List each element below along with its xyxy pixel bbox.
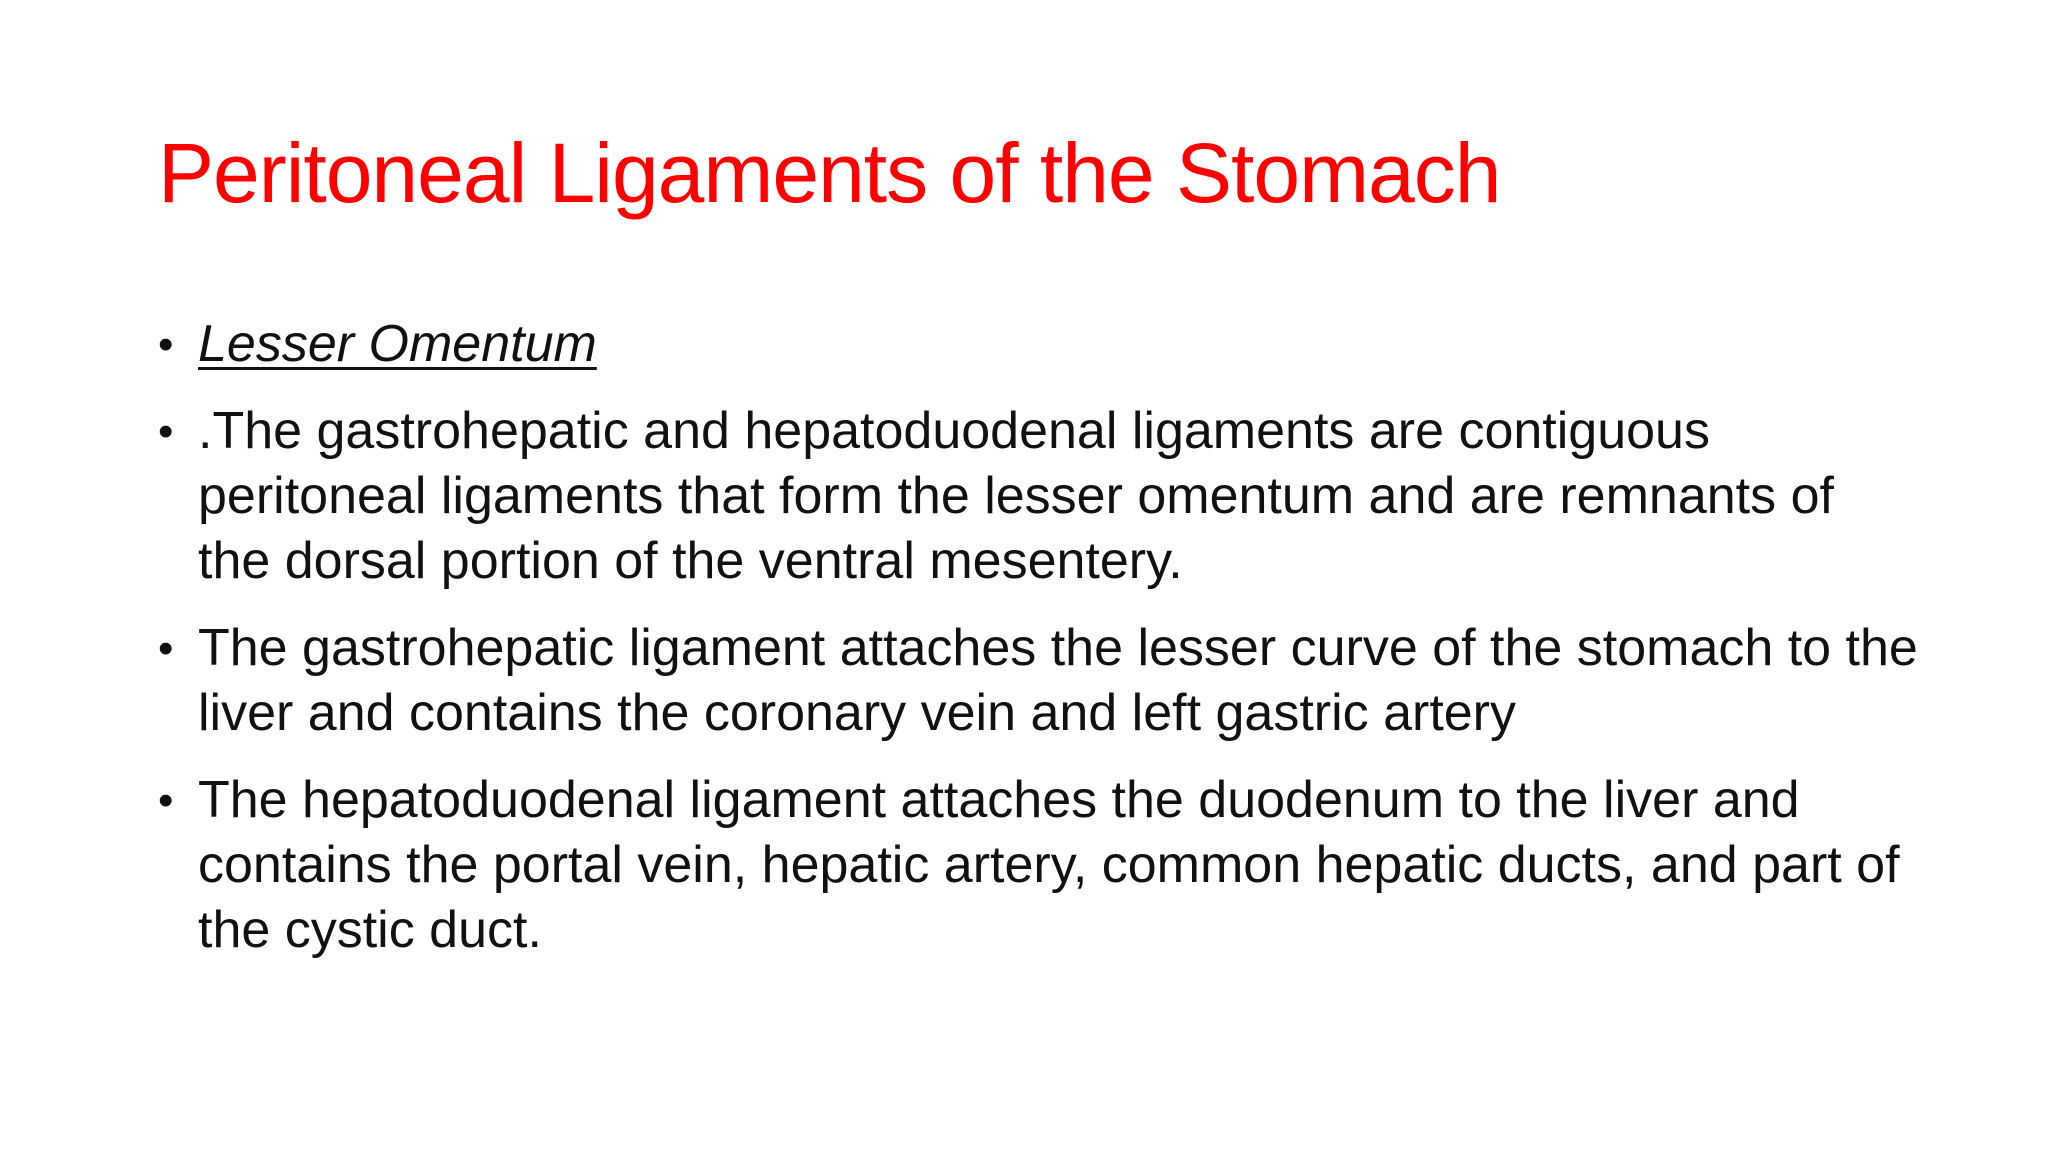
bullet-item-hepatoduodenal-ligament [158,768,1918,963]
bullet-dot-icon: • [158,624,174,673]
bullet-text: The hepatoduodenal ligament attaches the duodenum to the liver and contains the portal vein, hepatic artery, common hepatic ducts, and part of the cystic duct. [198,771,1900,959]
bullet-dot-icon: • [158,407,174,456]
bullet-item-lesser-omentum [158,312,1918,377]
bullet-dot-icon: • [158,320,174,369]
slide-title: Peritoneal Ligaments of the Stomach [158,126,1501,220]
bullet-list [158,312,1918,985]
bullet-text: .The gastrohepatic and hepatoduodenal ligaments are contiguous peritoneal ligaments that form the lesser omentum and are remnants of the dorsal portion of the ventral mesentery. [198,402,1834,590]
bullet-dot-icon: • [158,776,174,825]
bullet-item-lesser-omentum-definition [158,399,1918,594]
bullet-item-gastrohepatic-ligament [158,616,1918,746]
bullet-text: The gastrohepatic ligament attaches the lesser curve of the stomach to the liver and contains the coronary vein and left gastric artery [198,619,1918,742]
section-heading: Lesser Omentum [198,315,597,373]
